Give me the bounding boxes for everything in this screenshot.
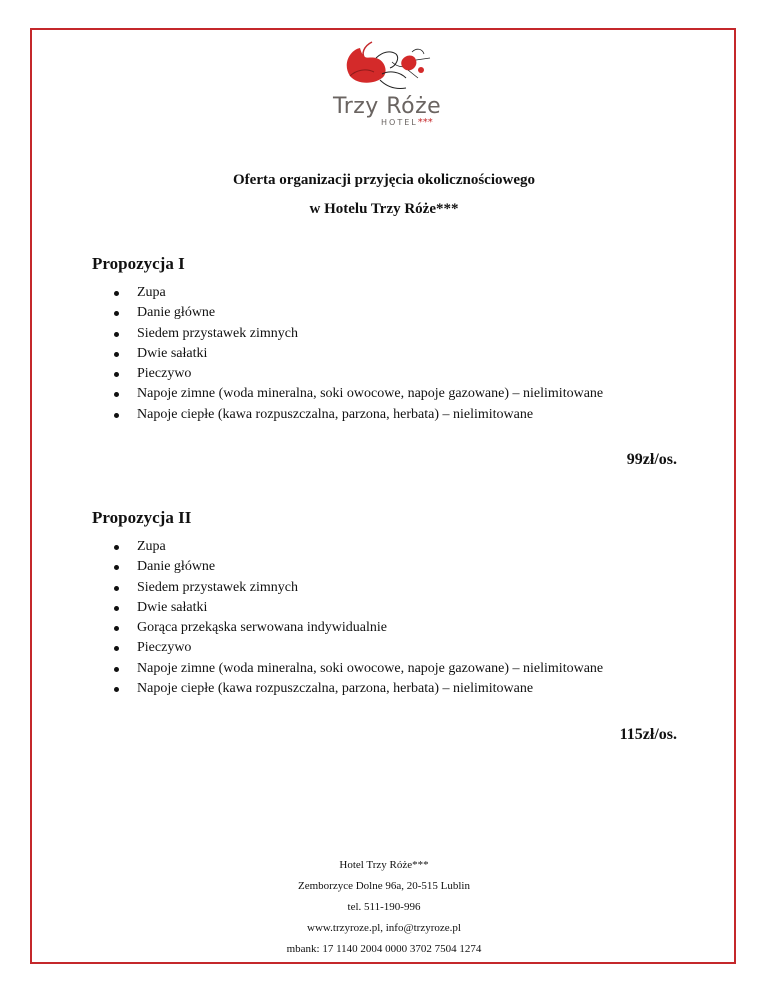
proposal-2-list (112, 537, 603, 699)
proposal-1-title: Propozycja I (92, 254, 185, 273)
proposal-2-price: 115zł/os. (619, 726, 677, 743)
proposal-2-title: Propozycja II (92, 508, 192, 527)
proposal-1-list (112, 283, 603, 425)
list-item: Danie główne (112, 557, 603, 577)
page-border (30, 28, 736, 964)
list-item: Dwie sałatki (112, 598, 603, 618)
logo-stars: *** (417, 117, 433, 128)
logo-subtitle (381, 117, 433, 128)
list-item: Zupa (112, 283, 603, 303)
proposal-1-price: 99zł/os. (626, 451, 677, 468)
list-item: Siedem przystawek zimnych (112, 324, 603, 344)
page-title: Oferta organizacji przyjęcia okolicznościowego (233, 172, 535, 188)
footer-web-email: www.trzyroze.pl, info@trzyroze.pl (307, 922, 461, 934)
logo-hotel: HOTEL (381, 118, 418, 127)
list-item: Siedem przystawek zimnych (112, 578, 603, 598)
page-subtitle: w Hotelu Trzy Róże*** (309, 201, 459, 217)
list-item: Napoje zimne (woda mineralna, soki owocowe, napoje gazowane) – nielimitowane (112, 659, 603, 679)
footer (0, 855, 768, 960)
footer-bank-account: mbank: 17 1140 2004 0000 3702 7504 1274 (286, 943, 482, 955)
footer-address: Zemborzyce Dolne 96a, 20-515 Lublin (298, 880, 470, 892)
list-item: Pieczywo (112, 638, 603, 658)
list-item: Dwie sałatki (112, 344, 603, 364)
footer-hotel-name: Hotel Trzy Róże*** (339, 859, 429, 871)
list-item: Napoje ciepłe (kawa rozpuszczalna, parzona, herbata) – nielimitowane (112, 679, 603, 699)
list-item: Gorąca przekąska serwowana indywidualnie (112, 618, 603, 638)
logo-name: Trzy Róże (333, 94, 442, 119)
list-item: Zupa (112, 537, 603, 557)
footer-phone: tel. 511-190-996 (347, 901, 421, 913)
list-item: Danie główne (112, 303, 603, 323)
list-item: Pieczywo (112, 364, 603, 384)
list-item: Napoje zimne (woda mineralna, soki owocowe, napoje gazowane) – nielimitowane (112, 384, 603, 404)
list-item: Napoje ciepłe (kawa rozpuszczalna, parzona, herbata) – nielimitowane (112, 405, 603, 425)
